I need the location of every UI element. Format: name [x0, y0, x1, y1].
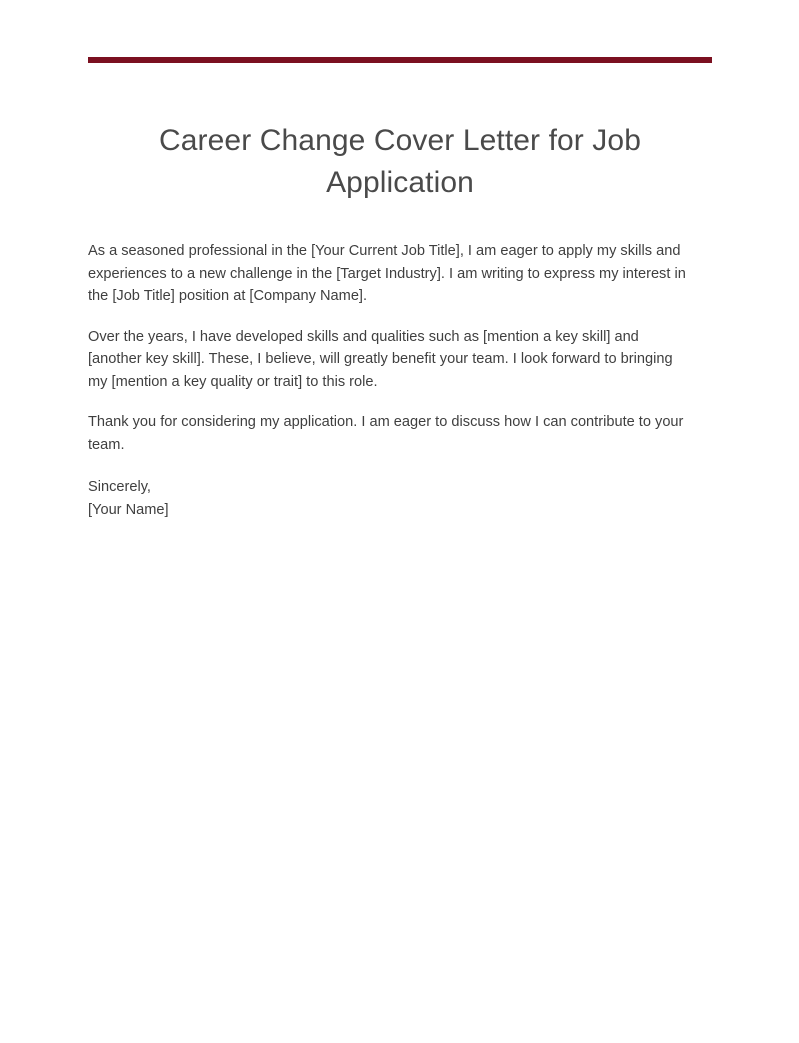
letter-paragraph-2: Over the years, I have developed skills and qualities such as [mention a key skill] and [another key skill]. These, I believe, will greatly benefit your team. I look forward to bringing my [mention a key quality or trait] to this role.	[88, 328, 673, 390]
letter-paragraph-1: As a seasoned professional in the [Your Current Job Title], I am eager to apply my skills and experiences to a new challenge in the [Target Industry]. I am writing to express my interest in the [Job Title] position at [Company Name].	[88, 243, 686, 304]
letter-paragraph-3: Thank you for considering my application. I am eager to discuss how I can contribute to your team.	[88, 414, 684, 453]
letter-signoff	[88, 476, 688, 521]
letter-body	[88, 240, 688, 521]
closing-line: Sincerely,	[88, 479, 151, 495]
signature-name: [Your Name]	[88, 501, 169, 518]
page-title: Career Change Cover Letter for Job Application	[159, 124, 641, 200]
header-accent-rule	[88, 57, 712, 63]
